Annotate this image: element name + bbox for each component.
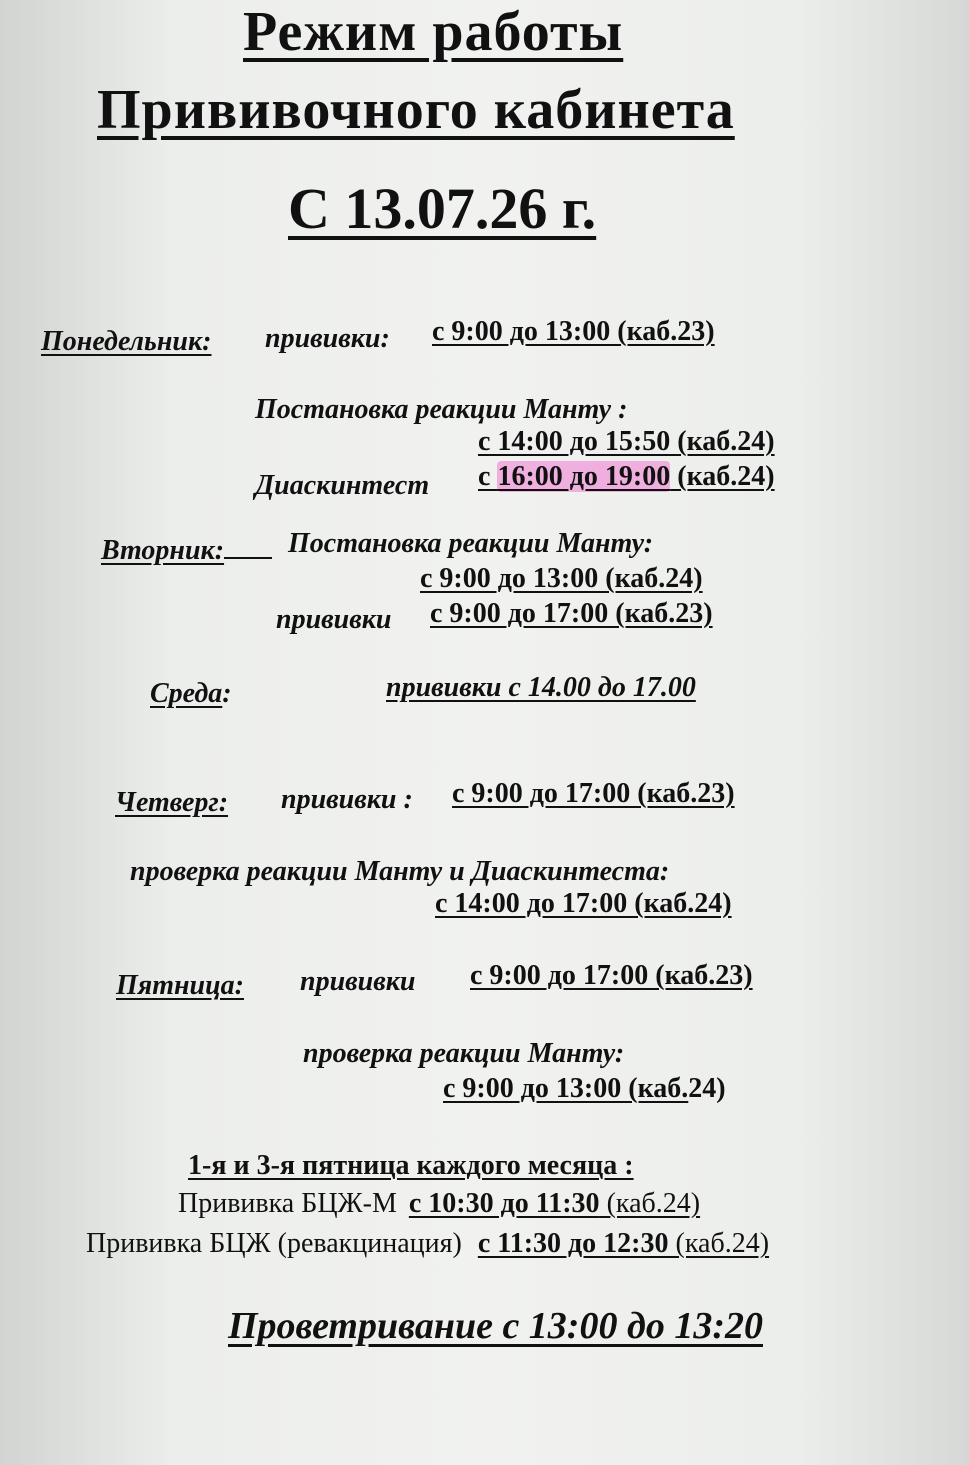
monday-vacc-time: с 9:00 до 13:00 (каб.23) (432, 316, 715, 347)
wednesday-colon: : (222, 678, 232, 709)
tuesday-vacc-time: с 9:00 до 17:00 (каб.23) (430, 598, 713, 629)
bcg-heading: 1-я и 3-я пятница каждого месяца : (188, 1150, 634, 1181)
friday-vacc-label: прививки (300, 966, 416, 997)
monday-diaskin-prefix: с (478, 461, 498, 492)
bcg-row-1-label: Прививка БЦЖ-М (178, 1188, 397, 1219)
monday-vacc-label: прививки: (265, 323, 390, 354)
friday-check-time (443, 1075, 726, 1103)
tuesday-label (101, 535, 272, 565)
wednesday-label (150, 680, 232, 708)
effective-date: С 13.07.26 г. (288, 176, 597, 241)
tuesday-underline-gap (224, 535, 272, 559)
title-line-2: Прививочного кабинета (97, 79, 735, 141)
monday-diaskin-label: Диаскинтест (255, 470, 430, 501)
friday-check-text: проверка реакции Манту (303, 1038, 615, 1069)
bcg-row-2-time: с 11:30 до 12:30 (477, 1228, 669, 1259)
friday-check-time-end: 24) (688, 1073, 726, 1104)
bcg-row-2-room: (каб.24) (668, 1228, 770, 1259)
monday-mantu-colon: : (611, 394, 628, 425)
monday-mantu-label (255, 396, 627, 424)
bcg-row-2-label: Прививка БЦЖ (ревакцинация) (86, 1228, 462, 1259)
tuesday-mantu-label: Постановка реакции Манту: (288, 528, 654, 559)
thursday-vacc-time: с 9:00 до 17:00 (каб.23) (452, 778, 735, 809)
thursday-vacc-colon: : (396, 784, 413, 815)
ventilation-notice: Проветривание с 13:00 до 13:20 (228, 1305, 763, 1347)
monday-mantu-time: с 14:00 до 15:50 (каб.24) (478, 426, 775, 457)
tuesday-day: Вторник: (101, 535, 225, 566)
friday-vacc-time: с 9:00 до 17:00 (каб.23) (470, 960, 753, 991)
friday-check-time-main: с 9:00 до 13:00 (каб. (443, 1073, 689, 1104)
friday-label: Пятница: (116, 970, 244, 1001)
thursday-vacc-text: прививки (281, 784, 397, 815)
bcg-row-2 (86, 1230, 769, 1258)
friday-check-colon: : (614, 1038, 625, 1069)
tuesday-mantu-time: с 9:00 до 13:00 (каб.24) (420, 563, 703, 594)
thursday-check-time: с 14:00 до 17:00 (каб.24) (435, 888, 732, 919)
bcg-row-1-room: (каб.24) (599, 1188, 701, 1219)
monday-diaskin-suffix: (каб.24) (670, 461, 775, 492)
bcg-row-1-time: с 10:30 до 11:30 (408, 1188, 600, 1219)
wednesday-vacc: прививки с 14.00 до 17.00 (386, 672, 696, 703)
thursday-vacc-label (281, 786, 413, 814)
monday-diaskin-highlight: 16:00 до 19:00 (497, 461, 671, 492)
monday-label: Понедельник: (41, 326, 212, 357)
monday-mantu-text: Постановка реакции Манту (255, 394, 612, 425)
friday-check-label (303, 1040, 624, 1068)
thursday-check-label: проверка реакции Манту и Диаскинтеста: (130, 856, 670, 887)
title-line-1: Режим работы (243, 1, 624, 63)
tuesday-vacc-label: прививки (276, 604, 392, 635)
bcg-row-1 (178, 1190, 700, 1218)
thursday-label: Четверг: (115, 787, 229, 818)
monday-diaskin-time (478, 463, 775, 491)
wednesday-day: Среда (150, 678, 223, 709)
